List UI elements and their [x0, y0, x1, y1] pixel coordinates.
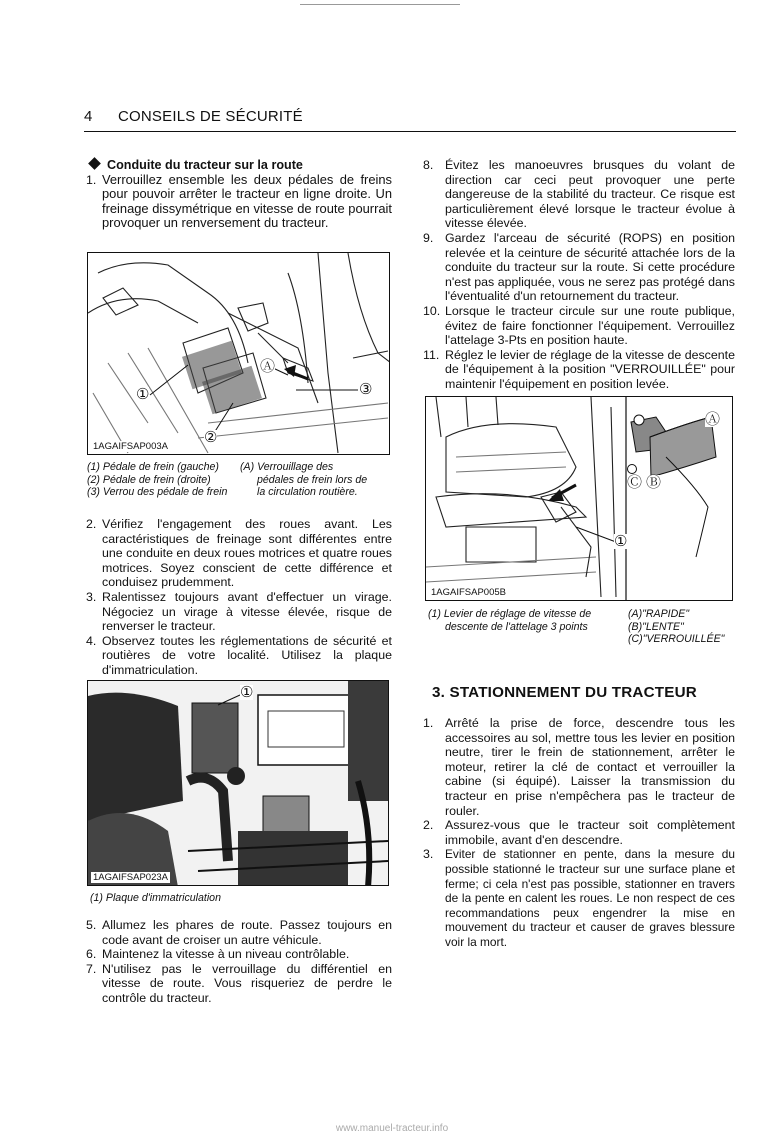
footer-watermark: www.manuel-tracteur.info	[335, 1123, 449, 1134]
right-column-items	[423, 158, 735, 392]
figure-code: 1AGAIFSAP023A	[93, 872, 168, 883]
list-item: 3. Eviter de stationner en pente, dans la mesure du possible stationné le tracteur sur une surface plane et ferme; ci cela n'est pas possible, stationner en travers de la pente en calent les roues. Le non respect de ces recommandations peux engendrer la mise en mouvement du tracteur et causer de graves blessure voir la mort.	[423, 847, 735, 949]
list-item: 1. Arrêté la prise de force, descendre tous les accessoires au sol, mettre tous les levier en position neutre, tirer le frein de stationnement, arrêter le moteur, retirer la clé de contact et verrouiller la cabine (si équipé). Laisser la transmission du tracteur en prise n'empêchera pas le tracteur de rouler.	[423, 716, 735, 818]
list-item: 6. Maintenez la vitesse à un niveau contrôlable.	[86, 947, 350, 962]
figure-code: 1AGAIFSAP005B	[431, 587, 506, 598]
list-item: 7. N'utilisez pas le verrouillage du différentiel en vitesse de route. Vous risqueriez de perdre le contrôle du tracteur.	[86, 961, 392, 1005]
tractor-rear-illustration	[88, 681, 389, 886]
left-column-items-b	[86, 918, 392, 1006]
figure-1-caption: (1) Pédale de frein (gauche) (A) Verrouillage des (2) Pédale de frein (droite) pédales de frein lors de (3) Verrou des pédale de frein la circulation routière.	[87, 461, 368, 499]
list-item: 11. Réglez le levier de réglage de la vitesse de descente de l'équipement à la position "VERROUILLÉE" pour maintenir l'équipement en position levée.	[423, 347, 735, 391]
callout-1: ①	[136, 386, 150, 403]
callout-c: Ⓒ	[627, 474, 643, 491]
chapter-title: CONSEILS DE SÉCURITÉ	[118, 108, 303, 125]
figure-3-caption-right: (A)"RAPIDE" (B)"LENTE" (C)"VERROUILLÉE"	[628, 608, 725, 646]
figure-brake-pedals	[87, 252, 390, 455]
top-rule	[300, 4, 460, 5]
list-item: 4. Observez toutes les réglementations de sécurité et routières de votre localité. Utilisez la plaque d'immatriculation.	[86, 633, 392, 677]
figure-licence-plate	[87, 680, 389, 886]
parking-items	[423, 716, 735, 950]
figure-lowering-speed-lever	[425, 396, 733, 601]
brake-pedal-illustration	[88, 253, 390, 455]
callout-3: ③	[359, 381, 373, 398]
callout-a: Ⓐ	[260, 358, 276, 375]
list-item: 1. Verrouillez ensemble les deux pédales de freins pour pouvoir arrêter le tracteur en ligne droite. Un freinage dissymétrique en vitesse de route pourrait provoquer un renversement du tracteur.	[86, 171, 392, 231]
list-item: 9. Gardez l'arceau de sécurité (ROPS) en position relevée et la ceinture de sécurité attachée lors de la conduite du tracteur sur la route. Si cette procédure n'est pas appliquée, vous ne serez pas protégé dans l'éventualité d'un retournement du tracteur.	[423, 230, 735, 304]
figure-2-caption: (1) Plaque d'immatriculation	[90, 892, 221, 904]
list-item: 8. Évitez les manoeuvres brusques du volant de direction car ceci peut provoquer une perte dangereuse de la stabilité du tracteur. Ce risque est particulièrement élevé lorsque le tracteur évolue à vitesse élevée.	[423, 158, 735, 231]
callout-b: Ⓑ	[646, 474, 662, 491]
section-bullet-title: Conduite du tracteur sur la route	[86, 158, 392, 173]
list-item: 3. Ralentissez toujours avant d'effectuer un virage. Négociez un virage à vitesse élevée, risque de renverser le tracteur.	[86, 589, 392, 634]
left-column-intro	[86, 158, 392, 231]
figure-code: 1AGAIFSAP003A	[93, 441, 168, 452]
list-item: 2. Assurez-vous que le tracteur soit complètement immobile, avant d'en descendre.	[423, 818, 735, 847]
page-header	[84, 106, 736, 132]
diamond-bullet-icon	[88, 157, 101, 170]
page-number: 4	[84, 108, 93, 125]
callout-1: ①	[614, 533, 628, 550]
list-item: 2. Vérifiez l'engagement des roues avant. Les caractéristiques de freinage sont différentes entre une conduite en deux roues motrices et quatre roues motrices. Soyez conscient de cette différence et conduisez prudemment.	[86, 517, 392, 590]
list-item: 5. Allumez les phares de route. Passez toujours en code avant de croiser un autre véhicule.	[86, 918, 392, 947]
section-title: 3. STATIONNEMENT DU TRACTEUR	[432, 684, 697, 701]
left-column-items-a	[86, 517, 392, 678]
figure-3-caption-left: (1) Levier de réglage de vitesse de descente de l'attelage 3 points	[428, 608, 592, 633]
callout-a: Ⓐ	[705, 411, 721, 428]
seat-lever-illustration	[426, 397, 733, 601]
list-item: 10. Lorsque le tracteur circule sur une route publique, évitez de faire fonctionner l'équipement. Verrouillez l'attelage 3-Pts en position haute.	[423, 303, 735, 348]
callout-2: ②	[204, 429, 218, 446]
callout-1: ①	[240, 684, 254, 701]
